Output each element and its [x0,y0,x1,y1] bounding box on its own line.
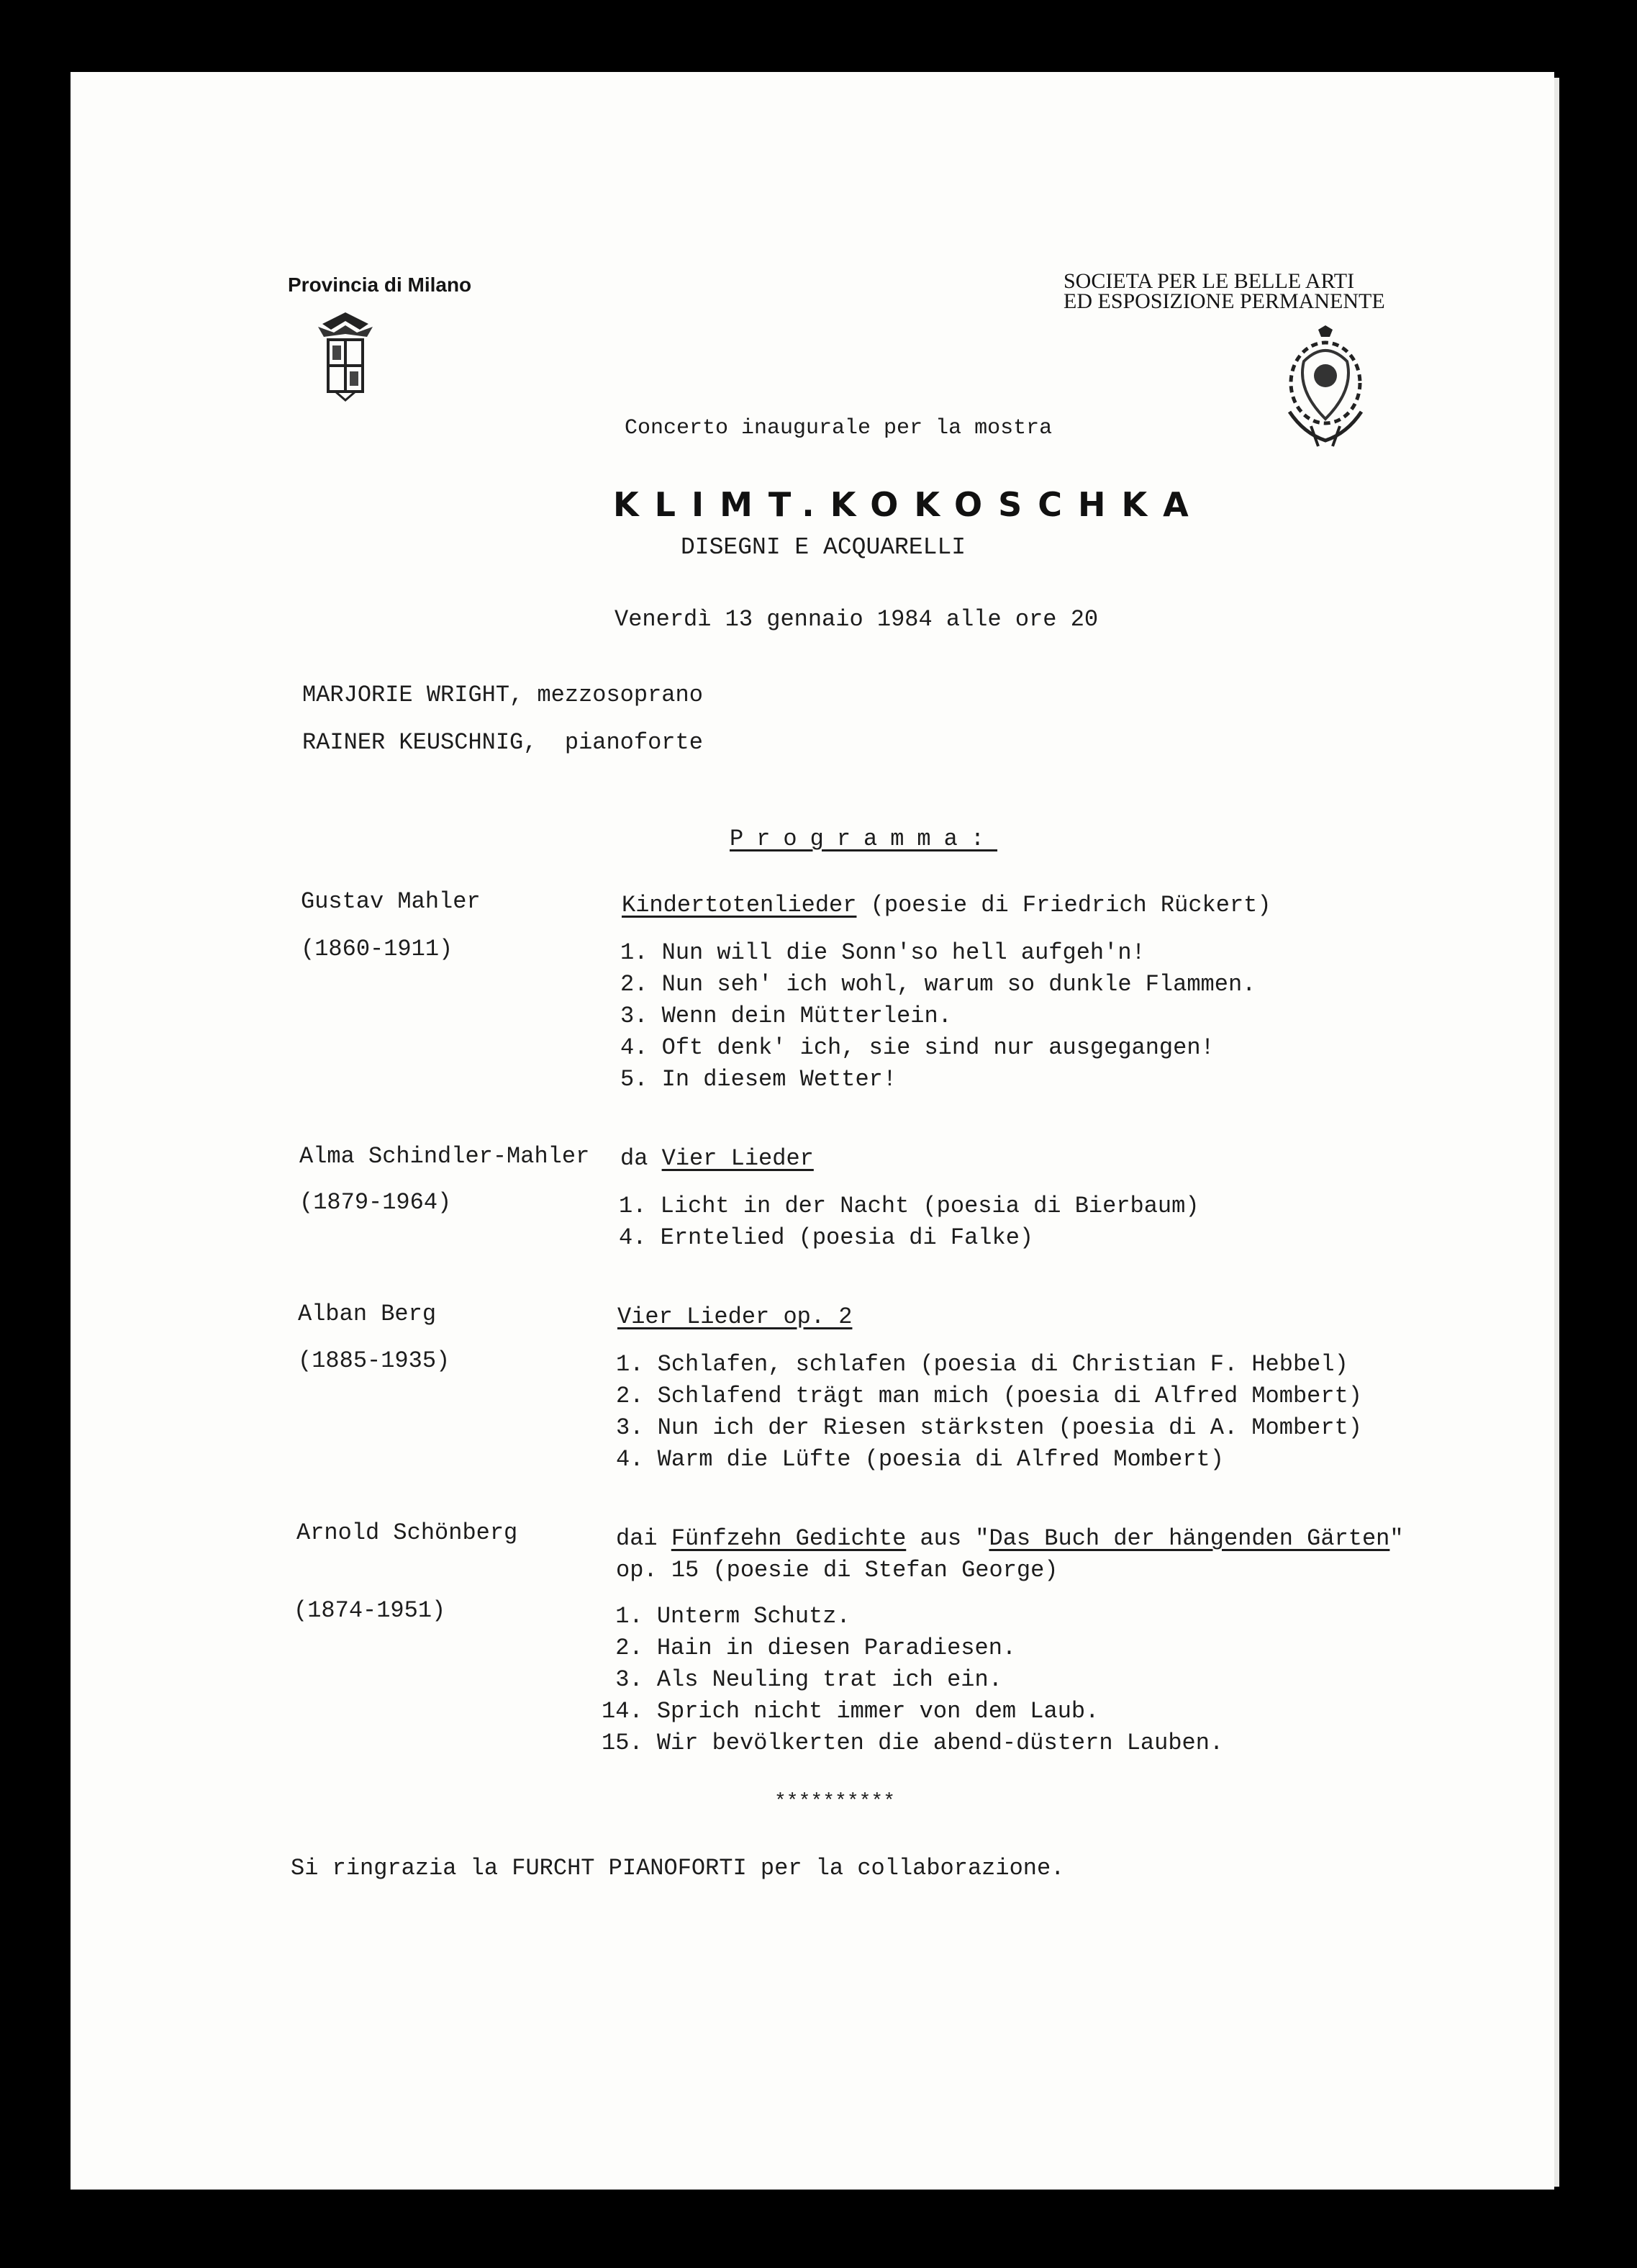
work-title: Vier Lieder [661,1145,814,1172]
performer-pianist: RAINER KEUSCHNIG, pianoforte [302,729,703,756]
song-item: 4. Warm die Lüfte (poesia di Alfred Mombert) [616,1446,1224,1473]
work-title-line [620,1147,814,1170]
exhibition-subtitle: DISEGNI E ACQUARELLI [681,534,966,561]
song-item: 4. Oft denk' ich, sie sind nur ausgegangen! [620,1034,1215,1061]
composer-name: Arnold Schönberg [296,1519,518,1546]
provincia-label: Provincia di Milano [288,274,472,296]
work-title-line [622,894,1271,917]
society-name-line1: SOCIETA PER LE BELLE ARTI [1064,269,1355,293]
performer-singer: MARJORIE WRIGHT, mezzosoprano [302,682,703,708]
song-item: 4. Erntelied (poesia di Falke) [619,1224,1034,1251]
song-item: 14. Sprich nicht immer von dem Laub. [602,1698,1099,1725]
provincia-coat-of-arms-icon [317,308,374,402]
song-item: 2. Nun seh' ich wohl, warum so dunkle Flammen. [620,971,1256,998]
song-item: 1. Licht in der Nacht (poesia di Bierbaum) [619,1193,1200,1219]
composer-dates: (1879-1964) [299,1189,452,1216]
composer-dates: (1885-1935) [298,1347,450,1374]
intro-line: Concerto inaugurale per la mostra [625,416,1053,441]
society-crest-icon [1275,325,1376,448]
work-collection-title: Das Buch der hängenden Gärten [989,1525,1390,1552]
exhibition-title: KLIMT.KOKOSCHKA [613,485,1205,524]
work-title: Fünfzehn Gedichte [671,1525,907,1552]
composer-dates: (1860-1911) [301,936,453,962]
song-item: 3. Wenn dein Mütterlein. [620,1003,952,1029]
song-item: 3. Als Neuling trat ich ein. [602,1666,1002,1693]
song-item: 2. Schlafend trägt man mich (poesia di Alfred Mombert) [616,1383,1362,1409]
work-title: Kindertotenlieder [622,892,857,918]
song-item: 15. Wir bevölkerten die abend-düstern Lauben. [602,1730,1224,1756]
work-note: (poesie di Friedrich Rückert) [856,892,1271,918]
work-opus-line: op. 15 (poesie di Stefan George) [616,1557,1058,1583]
composer-dates: (1874-1951) [294,1597,446,1624]
work-connector: aus " [906,1525,989,1552]
acknowledgement: Si ringrazia la FURCHT PIANOFORTI per la collaborazione. [291,1855,1065,1881]
work-title: Vier Lieder op. 2 [617,1304,853,1330]
song-item: 1. Unterm Schutz. [602,1603,851,1630]
work-quote-end: " [1389,1525,1404,1552]
separator-stars: ********** [774,1791,896,1813]
concert-date: Venerdì 13 gennaio 1984 alle ore 20 [615,606,1099,633]
song-item: 2. Hain in diesen Paradiesen. [602,1635,1017,1661]
song-item: 5. In diesem Wetter! [620,1066,897,1093]
composer-name: Alban Berg [298,1301,437,1327]
composer-name: Gustav Mahler [301,888,481,915]
composer-name: Alma Schindler-Mahler [299,1143,590,1170]
work-prefix: dai [616,1525,671,1552]
work-title-line [616,1527,1404,1550]
work-prefix: da [620,1145,662,1172]
programma-heading: Programma: [730,826,998,852]
song-item: 1. Schlafen, schlafen (poesia di Christian F. Hebbel) [616,1351,1348,1378]
song-item: 1. Nun will die Sonn'so hell aufgeh'n! [620,939,1146,966]
song-item: 3. Nun ich der Riesen stärksten (poesia di A. Mombert) [616,1414,1362,1441]
society-name-line2: ED ESPOSIZIONE PERMANENTE [1064,289,1385,313]
